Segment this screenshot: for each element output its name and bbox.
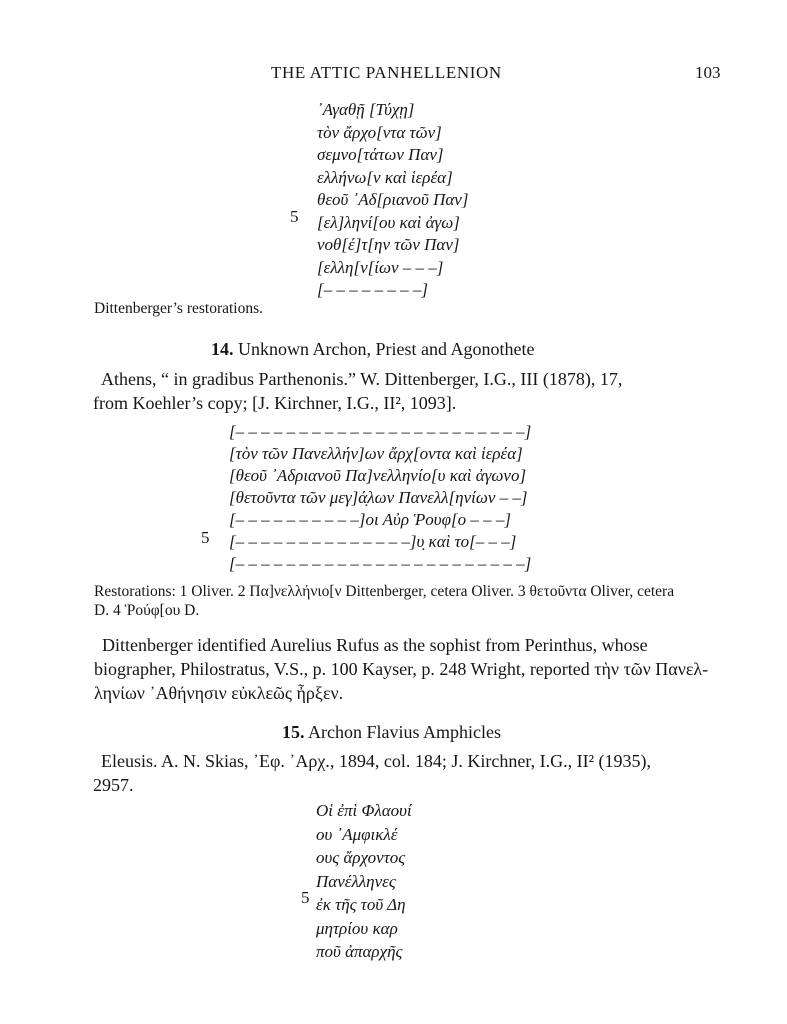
line-number-marker: 5 [301,888,310,907]
inscription-line: [ελλη[ν[ίων – – –] [317,257,444,277]
inscription-line: [– – – – – – – – – – – – – –]υ̣ καὶ το[– – –] [229,532,517,551]
commentary-line: biographer, Philostratus, V.S., p. 100 Kayser, p. 248 Wright, reported τὴν τῶν Πανελ- [94,659,709,679]
reference-line: Eleusis. A. N. Skias, ᾿Εφ. ᾿Αρχ., 1894, col. 184; J. Kirchner, I.G., II² (1935), [101,751,651,771]
inscription-line: [– – – – – – – –] [317,280,428,299]
inscription-line: [ελ]ληνί[ου καὶ ἀγω] [317,212,460,232]
inscription-line: ελλήνω[ν καὶ ἱερέα] [317,167,453,187]
inscription-14 [229,421,569,575]
commentary-line: Dittenberger identified Aurelius Rufus as the sophist from Perinthus, whose [102,635,648,655]
inscription-line: Οἱ ἐπὶ Φλαουί [316,801,412,820]
commentary-line: ληνίων ᾿Αθήνησιν εὐκλεῶς ἦρξεν. [94,683,344,703]
section-15-reference [93,749,651,797]
line-number-marker: 5 [201,528,210,547]
section-number: 15. [282,722,305,742]
inscription-15 [316,799,516,964]
inscription-line: [– – – – – – – – – – – – – – – – – – – – – – –] [229,554,532,573]
inscription-line: [τὸν τῶν Πανελλήν]ων ἄρχ[οντα καὶ ἱερέα] [229,444,523,463]
inscription-line: [θετοῦντα τῶν μεγ]ά̣λων Πανελλ[ηνίων – –] [229,488,528,507]
section-14-commentary [94,633,708,705]
inscription-line: ἐκ τῆς τοῦ Δη [316,895,406,914]
restorations-line: Restorations: 1 Oliver. 2 Πα]νελλήνιο[ν Dittenberger, cetera Oliver. 3 θετοῦντα Oliver, cetera [94,583,675,600]
page-number: 103 [695,63,721,82]
restorations-line: D. 4 Ῥούφ[ου D. [94,602,200,619]
section-14-reference [93,367,622,415]
section-number: 14. [211,339,234,359]
restorations-note: Dittenberger’s restorations. [94,300,264,317]
reference-line: 2957. [93,775,134,795]
inscription-line: [– – – – – – – – – –]οι Αὐρ Ῥουφ[ο – – –] [229,510,511,529]
inscription-line: ους ἄρχοντος [316,848,406,867]
section-14-restorations [94,582,674,620]
inscription-line: ου ᾿Αμφικλέ [316,824,398,844]
inscription-line: νοθ[έ]τ[ην τῶν Παν] [317,235,460,254]
inscription-line: ποῦ ἀπαρχῆς [316,942,403,961]
line-number-marker: 5 [290,207,299,226]
inscription-line: τὸν ἄρχο[ντα τῶν] [317,122,442,142]
inscription-line: μητρίου καρ [316,918,398,938]
inscription-line: ᾿Αγαθῇ [Τύχῃ] [317,100,415,119]
section-heading-14 [211,339,534,360]
inscription-line: θεοῦ ᾿Αδ[ριανοῦ Παν] [317,190,469,209]
section-heading-15 [282,722,501,743]
reference-line: Athens, “ in gradibus Parthenonis.” W. Dittenberger, I.G., III (1878), 17, [101,369,623,389]
inscription-line: Πανέλληνες [316,871,396,891]
inscription-13 [317,99,517,302]
inscription-line: σεμνο[τάτων Παν] [317,145,444,164]
reference-line: from Koehler’s copy; [J. Kirchner, I.G., II², 1093]. [93,393,457,413]
running-header-title: THE ATTIC PANHELLENION [271,63,502,82]
inscription-line: [– – – – – – – – – – – – – – – – – – – – – – –] [229,422,532,441]
inscription-line: [θεοῦ ᾿Αδριανοῦ Πα]νελληνίο[υ καὶ ἀγωνο] [229,466,527,485]
section-title: Unknown Archon, Priest and Agonothete [238,339,535,359]
section-title: Archon Flavius Amphicles [308,722,501,742]
